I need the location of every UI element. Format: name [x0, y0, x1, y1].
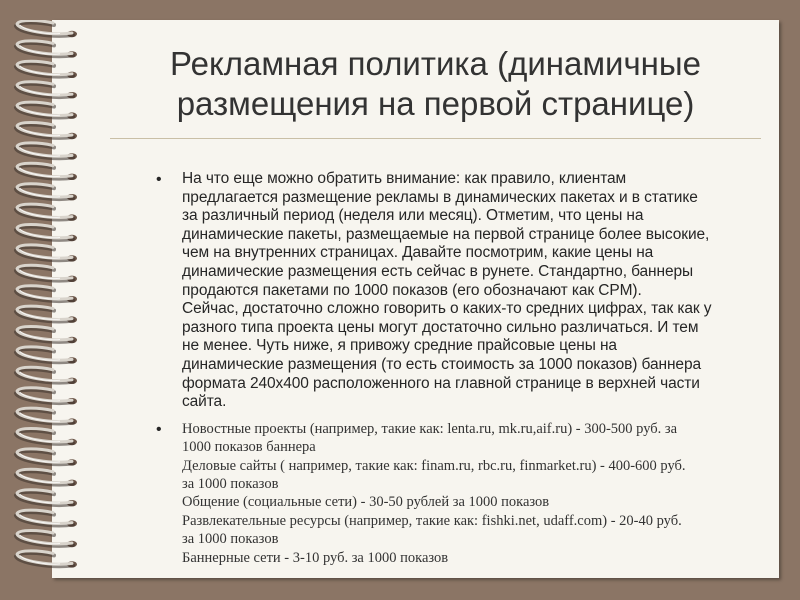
spiral-ring-icon [16, 163, 77, 180]
spiral-ring-icon [16, 204, 77, 221]
spiral-ring-icon [16, 490, 77, 507]
bullet-item-1 [120, 170, 749, 412]
text-line: предлагается размещение рекламы в динамических пакетах и в статике [182, 188, 698, 206]
text-line: Деловые сайты ( например, такие как: finam.ru, rbc.ru, finmarket.ru) - 400-600 руб. [182, 457, 686, 474]
spiral-ring-icon [16, 102, 77, 119]
slide-title: Рекламная политика (динамичные размещения на первой странице) [170, 45, 701, 122]
spiral-ring-icon [16, 306, 77, 323]
text-line: динамические размещения есть сейчас в рунете. Стандартно, баннеры [182, 262, 694, 280]
text-line: за 1000 показов [182, 531, 279, 548]
spiral-ring-icon [16, 265, 77, 282]
slide-content [120, 170, 749, 567]
bullet-text-2 [182, 420, 749, 567]
spiral-ring-icon [16, 347, 77, 364]
text-line: за различный период (неделя или месяц). Отметим, что цены на [182, 207, 644, 225]
text-line: Сейчас, достаточно сложно говорить о каких-то средних цифрах, так как у [182, 300, 712, 318]
spiral-ring-icon [16, 123, 77, 140]
bullet-dot-icon: • [156, 420, 162, 438]
spiral-ring-icon [16, 245, 77, 262]
bullet-dot-icon: • [156, 171, 162, 188]
spiral-ring-icon [16, 82, 77, 99]
spiral-ring-icon [16, 225, 77, 242]
spiral-ring-icon [16, 531, 77, 548]
spiral-ring-icon [16, 510, 77, 527]
spiral-ring-icon [16, 367, 77, 384]
spiral-ring-icon [16, 41, 77, 58]
text-line: динамические пакеты, размещаемые на первой странице более высокие, [182, 225, 710, 243]
spiral-ring-icon [16, 449, 77, 466]
text-line: Баннерные сети - 3-10 руб. за 1000 показов [182, 549, 449, 566]
title-divider [110, 138, 761, 139]
spiral-ring-icon [16, 551, 77, 568]
bullet-item-2 [120, 420, 749, 567]
text-line: формата 240x400 расположенного на главной странице в верхней части [182, 374, 700, 392]
spiral-ring-icon [16, 61, 77, 78]
notebook-spiral-binding [10, 20, 90, 580]
text-line: На что еще можно обратить внимание: как правило, клиентам [182, 170, 627, 187]
slide-page [52, 20, 779, 578]
text-line: чем на внутренних страницах. Давайте посмотрим, какие цены на [182, 244, 654, 262]
text-line: разного типа проекта цены могут достаточно сильно различаться. И тем [182, 318, 699, 336]
spiral-ring-icon [16, 327, 77, 344]
spiral-ring-icon [16, 408, 77, 425]
spiral-ring-icon [16, 429, 77, 446]
text-line: не менее. Чуть ниже, я привожу средние прайсовые цены на [182, 337, 617, 355]
text-line: сайта. [182, 393, 227, 411]
text-line: Общение (социальные сети) - 30-50 рублей за 1000 показов [182, 494, 550, 511]
spiral-ring-icon [16, 184, 77, 201]
spiral-ring-icon [16, 469, 77, 486]
text-line: продаются пакетами по 1000 показов (его обозначают как CPM). [182, 281, 642, 299]
spiral-ring-icon [16, 388, 77, 405]
spiral-ring-icon [16, 143, 77, 160]
text-line: за 1000 показов [182, 475, 279, 492]
text-line: Развлекательные ресурсы (например, такие как: fishki.net, udaff.com) - 20-40 руб. [182, 512, 682, 529]
text-line: динамические размещения (то есть стоимость за 1000 показов) баннера [182, 355, 701, 373]
bullet-text-1 [182, 170, 749, 412]
spiral-ring-icon [16, 21, 77, 38]
text-line: 1000 показов баннера [182, 439, 316, 456]
text-line: Новостные проекты (например, такие как: lenta.ru, mk.ru,aif.ru) - 300-500 руб. за [182, 420, 678, 437]
spiral-ring-icon [16, 286, 77, 303]
